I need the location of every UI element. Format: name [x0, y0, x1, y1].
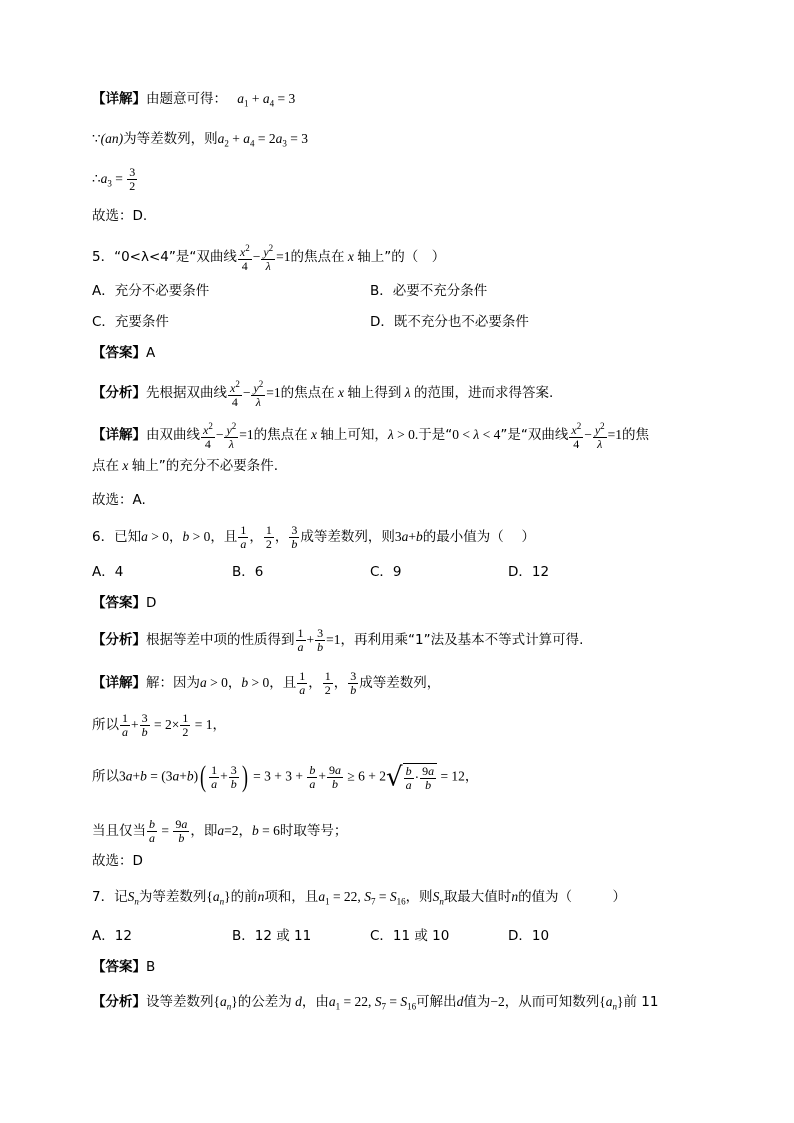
q6-detail-line1: 【详解】解：因为a > 0，b > 0，且 $\frac{1}{a}$ ， $\frac{1}{2}$ ， $\frac{3}{b}$ 成等差数列，	[92, 669, 441, 697]
q5-option-c: C．充要条件	[92, 314, 169, 330]
q5-option-b: B．必要不充分条件	[370, 283, 488, 299]
q5-detail-line2: 点在 x 轴上”的充分不必要条件.	[92, 458, 279, 474]
q6-detail-line2: 所以 $\frac{1}{a}$ + $\frac{3}{b}$ = 2× $\frac{1}{2}$ = 1，	[92, 711, 226, 739]
q6-option-b: B．6	[232, 564, 264, 580]
q4-detail-line1: 【详解】由题意可得： $a_1 + a_4 = 3$	[92, 91, 296, 109]
q5-analysis: 【分析】先根据双曲线 $\frac{x^2}{4}$ − $\frac{y^2}{\lambda}$ =1的焦点在 x 轴上得到 λ 的范围，进而求得答案.	[92, 379, 554, 409]
q7-option-b: B．12 或 11	[232, 928, 312, 944]
q4-detail-line2: ∵(an)为等差数列，则$a_2 + a_4 = 2a_3 = 3$	[92, 131, 308, 149]
q4-detail-line3: $\therefore a_3$ = $\frac{3}{2}$	[92, 165, 136, 193]
q5-option-a: A．充分不必要条件	[92, 283, 210, 299]
q4-choose: 故选：D.	[92, 208, 148, 224]
q6-option-d: D．12	[508, 564, 550, 580]
q6-stem: 6．已知a > 0，b > 0，且 $\frac{1}{a}$ ， $\frac{1}{2}$ ， $\frac{3}{b}$ 成等差数列，则3a+b的最小值为（ ）	[92, 523, 536, 551]
q7-option-a: A．12	[92, 928, 132, 944]
q5-answer: 【答案】A	[92, 345, 156, 361]
q5-option-d: D．既不充分也不必要条件	[370, 314, 529, 330]
q6-analysis: 【分析】根据等差中项的性质得到 $\frac{1}{a}$ + $\frac{3}{b}$ =1，再利用乘“1”法及基本不等式计算可得.	[92, 626, 584, 654]
q6-answer: 【答案】D	[92, 595, 157, 611]
q7-analysis: 【分析】设等差数列$\{a_n\}$的公差为 d，由$a_1 = 22$, $S_7 = S_{16}$可解出d值为−2，从而可知数列$\{a_n\}$前 11	[92, 994, 659, 1012]
q6-detail-line3: 所以3a+b = (3a+b)( $\frac{1}{a}$ + $\frac{3}{b}$ ) = 3 + 3 + $\frac{b}{a}$ + $\frac{9a}{b}$ ≥ 6 + 2√ $\frac{b}{a}$ · $\frac{9a}{b}$ = 12，	[92, 760, 479, 793]
q7-option-d: D．10	[508, 928, 550, 944]
q5-detail-line1: 【详解】由双曲线 $\frac{x^2}{4}$ − $\frac{y^2}{\lambda}$ =1的焦点在 x 轴上可知，λ > 0.于是“0 < λ < 4”是“双曲线 $\frac{x^2}{4}$ − $\frac{y^2}{\lambda}$ =1的焦	[92, 421, 650, 451]
q6-option-a: A．4	[92, 564, 124, 580]
q6-detail-line4: 当且仅当 $\frac{b}{a}$ = $\frac{9a}{b}$ ，即a=2，b = 6时取等号；	[92, 817, 348, 845]
q7-option-c: C．11 或 10	[370, 928, 450, 944]
q7-answer: 【答案】B	[92, 959, 156, 975]
q6-choose: 故选：D	[92, 853, 143, 869]
q5-stem: 5．“0<λ<4”是“双曲线 $\frac{x^2}{4}$ − $\frac{y^2}{\lambda}$ =1的焦点在 x 轴上”的（ ）	[92, 243, 446, 273]
q7-stem: 7．记$S_n$为等差数列$\{a_n\}$的前n项和，且$a_1 = 22$, $S_7 = S_{16}$，则$S_n$取最大值时n的值为（ ）	[92, 889, 627, 907]
q6-option-c: C．9	[370, 564, 402, 580]
q5-choose: 故选：A.	[92, 492, 146, 508]
detail-label: 【详解】	[92, 91, 146, 107]
